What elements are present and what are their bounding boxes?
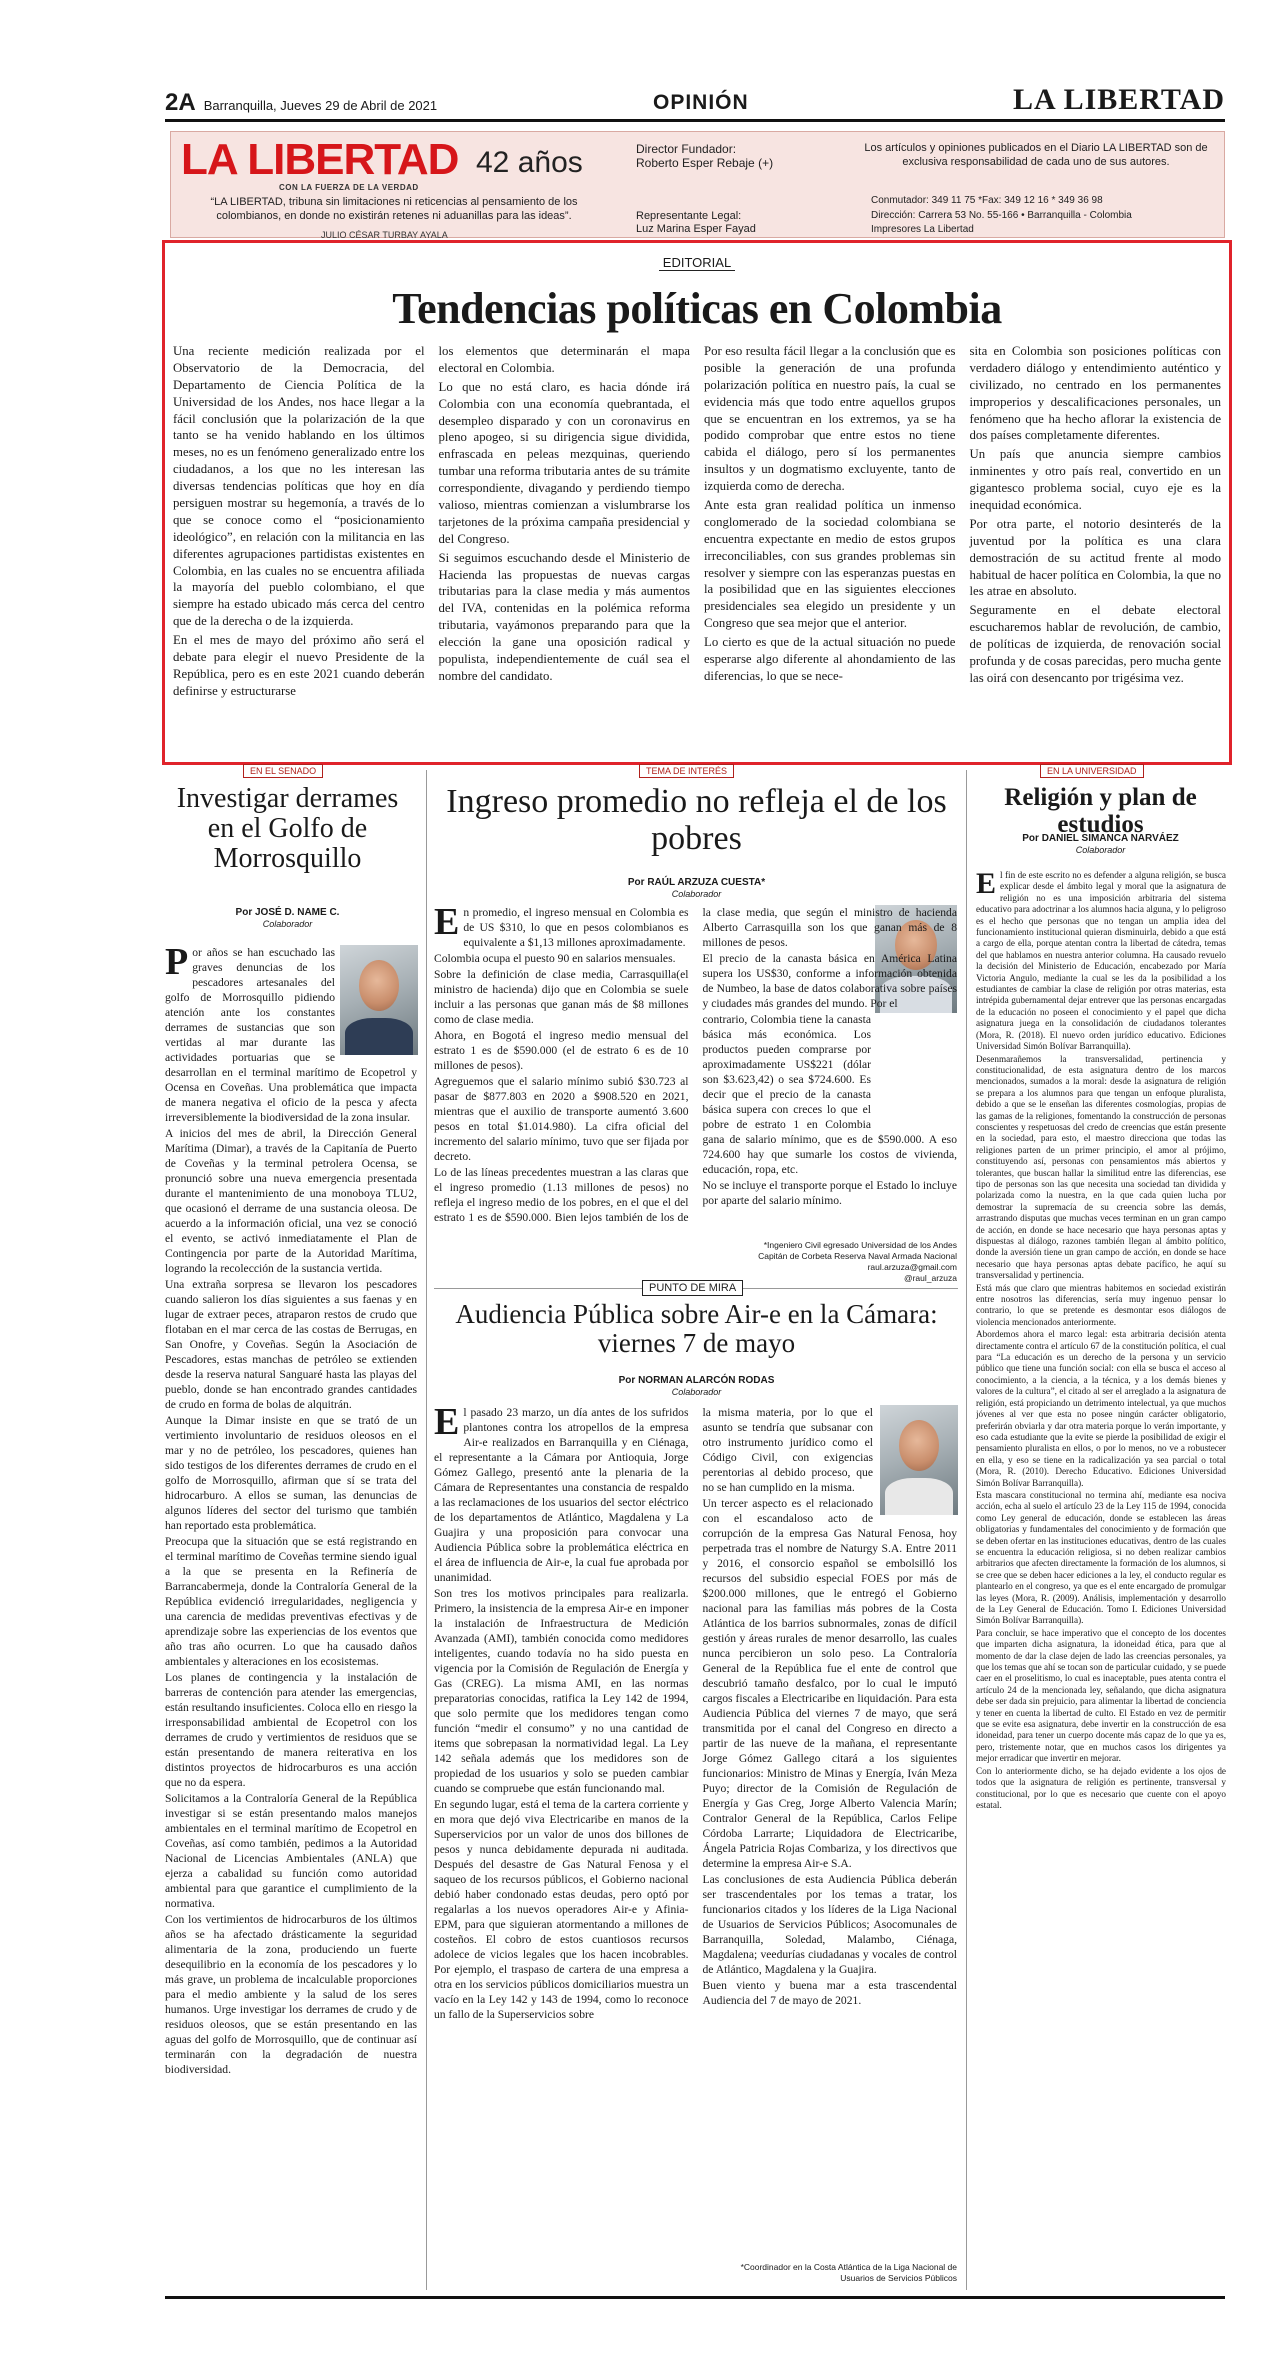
- drop-cap: P: [165, 945, 189, 983]
- paragraph: El pasado 23 marzo, un día antes de los sufridos plantones contra los atropellos de la empresa Air-e realizados en Barranquilla y en Ciénaga, el representante a la Cámara por Antioquia, Jorge Gómez Gallego, presentó ante la plenaria de la Cámara de Representantes una constancia de respaldo a las reclamaciones de los usuarios del sector eléctrico de los departamentos de Atlántico, Magdalena y La Guajira y una proposición para convocar una Audiencia Pública sobre la problemática eléctrica en el área de influencia de Air-e, la cual fue aprobada por unanimidad.: [434, 1405, 689, 1584]
- article-body: [165, 945, 417, 2290]
- paragraph: Esta mascara constitucional no termina ahí, mediante esa nociva acción, echa al suelo el artículo 23 de la Ley 115 de 1994, conocida como Ley general de educación, donde se establecen las áreas obligatorias y fundamentales del conocimiento y de formación que se deben ofertar en las instituciones educativas, dentro de las cuales se encuentra la educación religiosa, si no deben realizar cambios arbitrarios que afecten directamente la formación de los alumnos, si se cree que se deben hacer ediciones a la ley, el conducto regular es plantearlo en el congreso, ya que es el ente encargado de promulgar las leyes (Mora, R. (2009). Análisis, implementación y desarrollo de la Ley General de Educación. Tomo I. Ediciones Universidad Simón Bolívar Barranquilla).: [976, 1489, 1226, 1626]
- article-body: [434, 905, 957, 1235]
- article-title: Ingreso promedio no refleja el de los pobres: [446, 783, 947, 857]
- paragraph: Por otra parte, el notorio desinterés de la juventud por la política es una clara demostración de su actitud frente al modo habitual de hacer política en Colombia, la que no les atrae en absoluto.: [969, 516, 1221, 599]
- paragraph: No se incluye el transporte porque el Estado lo incluye por aparte del salario mínimo.: [702, 1179, 957, 1207]
- paragraph: los elementos que determinarán el mapa electoral en Colombia.: [438, 344, 690, 375]
- author-role: Colaborador: [1075, 845, 1126, 855]
- article-title: Audiencia Pública sobre Air-e en la Cámara: viernes 7 de mayo: [455, 1299, 938, 1359]
- author-role: Colaborador: [262, 919, 313, 929]
- drop-cap: E: [434, 1405, 460, 1443]
- motto-quote: “LA LIBERTAD, tribuna sin limitaciones ni reticencias al pensamiento de los colombianos, en donde no existirán retenes ni aduanillas para las ideas”.: [210, 196, 578, 222]
- article-byline: [974, 833, 1227, 857]
- logo-tagline: CON LA FUERZA DE LA VERDAD: [279, 183, 419, 192]
- paragraph: Un tercer aspecto es el relacionado con el escandaloso acto de corrupción de la empresa Gas Natural Fenosa, hoy perpetrada tras el nombre de Naturgy S.A. Entre 2011 y 2016, el consorcio español se embolsilló los recursos del subsidio especial FOES por más de $200.000 millones, que le entregó el Gobierno nacional para las familias más pobres de la Costa Atlántica de los barrios subnormales, zonas de difícil gestión y áreas rurales de menor desarrollo, las cuales nunca percibieron un solo peso. La Contraloría General de la República fue el ente de control que descubrió tamaño desfalco, por lo cual le imputó cargos fiscales a Electricaribe en liquidación. Para esta Audiencia Pública del viernes 7 de mayo, que será transmitida por el canal del Congreso en directo a partir de las nueve de la mañana, el representante Jorge Gómez Gallego citará a los siguientes funcionarios: Ministro de Minas y Energía, Iván Meza Puyo; director de la Comisión de Regulación de Energía y Gas Creg, Jorge Alberto Valencia Marín; Contralor General de la República, Carlos Felipe Córdoba Larrarte; Liquidadora de Electricaribe, Ángela Patricia Rojas Combariza, y los directivos que determine la empresa Air-e S.A.: [702, 1497, 957, 1870]
- paragraph: Lo que no está claro, es hacia dónde irá Colombia con una economía quebrantada, el desempleo disparado y con un coronavirus en pleno apogeo, si su dirigencia sigue dividida, enfrascada en peleas mezquinas, queriendo tumbar una reforma tributaria antes de su trámite correspondiente, divagando y perdiendo tiempo valioso, mientras comienzan a vislumbrarse los tarjetones de la próxima campaña presidencial y del Congreso.: [438, 379, 690, 546]
- paragraph: El precio de la canasta básica en América Latina supera los US$30, conforme a información obtenida de Numbeo, la base de datos colaborativa sobre países y ciudades más grandes del mundo. Por el: [702, 952, 957, 1010]
- newspaper-logo: LA LIBERTAD: [181, 135, 459, 184]
- column-divider: [426, 770, 427, 2290]
- paragraph: Ante esta gran realidad política un inmenso conglomerado de la sociedad colombiana se encuentra expectante en medio de estos grupos irreconciliables, con sus grandes problemas sin resolver y siempre con las esperanzas puestas en la posibilidad que en las siguientes elecciones presidenciales sea elegido un presidente y un Congreso que sea mejor que el anterior.: [704, 498, 956, 631]
- section-tag: TEMA DE INTERÉS: [639, 764, 734, 778]
- article-body: [976, 870, 1226, 2290]
- paragraph: Una reciente medición realizada por el Observatorio de la Democracia, del Departamento de Ciencia Política de la Universidad de los Andes, nos hace llegar a la fácil conclusión que la polarización de la que tanto se ha venido hablando en los últimos meses, no es un fenómeno generalizado entre los ciudadanos, a los que no les interesan las diversas tendencias políticas que hoy en día persiguen mostrar su hegemonía, a través de lo que se conoce como el “posicionamiento ideológico”, en relación con la militancia en las diferentes agrupaciones partidistas existentes en Colombia, en las cuales no se encuentra afiliada la mayoría del pueblo colombiano, el que siempre ha estado ubicado más cerca del centro que de la derecha o de la izquierda.: [173, 344, 425, 629]
- founder-name: Roberto Esper Rebaje (+): [636, 156, 774, 170]
- section-tag: EN LA UNIVERSIDAD: [1040, 764, 1144, 778]
- paragraph: Sobre la definición de clase media, Carrasquilla(el ministro de hacienda) dijo que en Colombia se suele incluir a las personas que ganan más de $8 millones como de clase media.: [434, 968, 689, 1026]
- column-divider: [966, 770, 967, 2290]
- paragraph: Colombia ocupa el puesto 90 en salarios mensuales.: [434, 952, 676, 965]
- paragraph: Solicitamos a la Contraloría General de la República investigar si se están presentando malos manejos ambientales en el terminal marítimo de Ecopetrol en Coveñas, así como también, pedimos a la Autoridad Nacional de Licencias Ambientales (ANLA) que ejerza a cabalidad su función como autoridad ambiental para que garantice el cumplimiento de la normativa.: [165, 1792, 417, 1910]
- section-tag: EN EL SENADO: [243, 764, 323, 778]
- paragraph: Seguramente en el debate electoral escucharemos hablar de revolución, de cambio, de políticas de izquierda, de renovación social profunda y de cosas parecidas, pero mucha gente las oirá con desencanto por trigésima vez.: [969, 603, 1221, 685]
- drop-cap: E: [434, 905, 460, 943]
- paragraph: Ahora, en Bogotá el ingreso medio mensual del estrato 1 es de $590.000 (el de estrato 6 es de 10 millones de pesos).: [434, 1029, 689, 1072]
- author-name: Por NORMAN ALARCÓN RODAS: [618, 1375, 775, 1386]
- paragraph: Buen viento y buena mar a esta trascendental Audiencia del 7 de mayo de 2021.: [702, 1979, 957, 2007]
- footnote-line: Usuarios de Servicios Públicos: [840, 2273, 957, 2284]
- paragraph: Si seguimos escuchando desde el Ministerio de Hacienda las propuestas de nuevas cargas tributarias para la clase media y más aumentos del IVA, contenidas en la polémica reforma tributaria, vayámonos preparando para que la elección la gane una oposición radical y populista, independientemente de cuál sea el nombre del candidato.: [438, 550, 690, 683]
- staff-box: [170, 131, 1225, 238]
- motto-signature: JULIO CÉSAR TURBAY AYALA: [321, 230, 448, 240]
- author-footnote: [660, 2262, 957, 2284]
- article-byline: [434, 877, 959, 901]
- paragraph: Aunque la Dimar insiste en que se trató de un vertimiento involuntario de residuos oleosos en el mar y no de petróleo, los pescadores, quienes han sido testigos de los diferentes derrames de crudo en el golfo de Morrosquillo, afirman que sí se trata del hidrocarburo. A ellos se suman, las denuncias de algunos líderes del sector del turismo que también han reportado esta problemática.: [165, 1414, 417, 1532]
- author-name: Por DANIEL SIMANCA NARVÁEZ: [1022, 833, 1179, 844]
- paragraph: sita en Colombia son posiciones políticas con verdadero diálogo y entendimiento auténtico y civilizado, no centrado en los permanentes improperios y descalificaciones personales, un fenómeno que ha hecho aflorar la existencia de dos países completamente diferentes.: [969, 344, 1221, 443]
- paragraph: Por eso resulta fácil llegar a la conclusión que es posible la generación de una profunda polarización política en nuestro país, la cual se evidencia más que todo entre aquellos grupos que se encuentran en los extremos, ya se ha podido comprobar que entre estos no tiene cabida el diálogo, pero sí los permanentes insultos y un dogmatismo excluyente, tanto de izquierda como de derecha.: [704, 344, 956, 494]
- article-byline: [434, 1375, 959, 1399]
- author-handle: @raul_arzuza: [903, 1273, 957, 1284]
- paragraph: Un país que anuncia siempre cambios inminentes y otro país real, convertido en un gigantesco problema social, cuyo eje es la inequidad económica.: [969, 447, 1221, 513]
- paragraph: Una extraña sorpresa se llevaron los pescadores cuando salieron los días siguientes a sus faenas y en lugar de extraer peces, atraparon restos de crudo que flotaban en el mar cerca de las costas de Berrugas, en San Onofre, y Coveñas. Según la Asociación de Pescadores, estas manchas de petróleo se extienden desde la reserva natural Sanguaré hasta las playas del pueblo, donde se han encontrado grandes cantidades de crudo en forma de bolas de alquitrán.: [165, 1278, 417, 1411]
- author-email: raul.arzuza@gmail.com: [867, 1262, 957, 1273]
- paragraph: Lo de las líneas precedentes muestran a las claras que el ingreso promedio (1.13 millones de pesos) no refleja el ingreso medio de los pobres, en el que el del estrato 1 es de $590.000. Bien lejos también de los de la clase media, que según el ministro de hacienda Alberto Carrasquilla son los que ganan más de 8 millones de pesos.: [434, 906, 957, 1224]
- paragraph: Preocupa que la situación que se está registrando en el terminal marítimo de Coveñas termine siendo igual a la que se presenta en la Refinería de Barrancabermeja, donde la Contraloría General de la República evidenció irregularidades, negligencia y una carencia de medidas preventivas efectivas y de aprendizaje sobre las experiencias de los eventos que año tras año ocurren. Lo que ha causado daños ambientales y alteraciones en los ecosistemas.: [165, 1535, 417, 1668]
- newspaper-name: LA LIBERTAD: [1013, 83, 1225, 116]
- editorial-column: [439, 343, 691, 702]
- section-title: OPINIÓN: [653, 91, 749, 114]
- editorial-title: Tendencias políticas en Colombia: [392, 284, 1002, 333]
- article-title: Investigar derrames en el Golfo de Morrosquillo: [176, 783, 399, 875]
- legal-rep-label: Representante Legal:: [636, 210, 742, 222]
- paragraph: la misma materia, por lo que el asunto se tendría que subsanar con otro instrumento jurídico como el Código Civil, con exigencias perentorias al debido proceso, que no se han cumplido en la misma.: [702, 1406, 873, 1494]
- author-role: Colaborador: [671, 1387, 722, 1397]
- article-title: Religión y plan de estudios: [1004, 784, 1197, 838]
- author-name: Por JOSÉ D. NAME C.: [235, 907, 340, 918]
- page-number: 2A: [165, 89, 196, 116]
- paragraph: En el mes de mayo del próximo año será el debate para elegir el nuevo Presidente de la República, pero es en este 2021 cuando deberán definirse y estructurarse: [173, 633, 425, 698]
- paragraph: Está más que claro que mientras habitemos en sociedad existirán entre nosotros las diferencias, sería muy ingenuo pensar lo contrario, lo que se pretende es desmontar esos diálogos de violencia mencionados anteriormente.: [976, 1282, 1226, 1327]
- paragraph: Agreguemos que el salario mínimo subió $30.723 al pasar de $877.803 en 2020 a $908.520 en 2021, mientras que el auxilio de transporte aumentó 3.600 pesos en total $1.014.980). La cifra oficial del incremento del salario mínimo, tuvo que ser fijada por decreto.: [434, 1075, 689, 1163]
- article-body: [434, 1405, 957, 2250]
- contact-info: [871, 194, 1132, 238]
- footnote-line: Capitán de Corbeta Reserva Naval Armada Nacional: [758, 1251, 957, 1262]
- paragraph: contrario, Colombia tiene la canasta básica más económica. Los productos pueden comprarse por aproximadamente US$221 (dólar son $3.623,42) o sea $724.600. Es decir que el precio de la canasta básica supera con creces lo que el pobre de estrato 1 en Colombia gana de salario mínimo, que es de $590.000. A eso 724.600 hay que sumarle los costos de vivienda, educación, ropa, etc.: [702, 1013, 957, 1176]
- paragraph: Lo cierto es que de la actual situación no puede esperarse algo diferente al ahondamiento de las diferencias, lo que se nece-: [704, 635, 956, 683]
- paragraph: A inicios del mes de abril, la Dirección General Marítima (Dimar), a través de la Capitanía de Puerto de Coveñas y la terminal petrolera Ocensa, se pronunció sobre una nueva emergencia presentada durante el mantenimiento de una monoboya TLU2, que ocasionó el derrame de una sustancia oleosa. De acuerdo a la información oficial, una vez se conoció el evento, se activó inmediatamente el Plan de Contingencia por parte de la Autoridad Marítima, logrando la recolección de la sustancia vertida.: [165, 1127, 417, 1275]
- paragraph: Son tres los motivos principales para realizarla. Primero, la insistencia de la empresa Air-e en imponer la instalación de Infraestructura de Medición Avanzada (AMI), también conocida como medidores inteligentes, cuando todavía no ha sido puesta en vigencia por la Comisión de Regulación de Energía y Gas (CREG). La misma AMI, en las normas preparatorias conocidas, ratifica la Ley 142 de 1994, que solo permite que los medidores tengan como función “medir el consumo” y no una cantidad de items que sobrepasan la normatividad legal. La Ley 142 señala además que los medidores son de propiedad de los usuarios y solo se pueden cambiar cuando se compruebe que están funcionando mal.: [434, 1587, 689, 1795]
- paragraph: Con lo anteriormente dicho, se ha dejado evidente a los ojos de todos que la asignatura de religión es pertinente, transversal y constitucional, por lo que es necesario que cuente con el apoyo estatal.: [976, 1765, 1226, 1810]
- footnote-line: *Ingeniero Civil egresado Universidad de los Andes: [763, 1240, 957, 1250]
- paragraph: En promedio, el ingreso mensual en Colombia es de US $310, lo que en pesos colombianos es equivalente a $1,13 millones aproximadamente.: [434, 905, 689, 949]
- paragraph: Con los vertimientos de hidrocarburos de los últimos años se ha afectado drásticamente la seguridad alimentaria de la zona, produciendo un fuerte desequilibrio en la economía de los pescadores y lo más grave, un problema de incalculable proporciones para el medio ambiente y la salud de los seres humanos. Urge investigar los derrames de crudo y de residuos oleosos, que se están presentando en las aguas del golfo de Morrosquillo, que de continuar así terminarán con la degradación de nuestra biodiversidad.: [165, 1913, 417, 2076]
- paragraph: Desenmarañemos la transversalidad, pertinencia y constitucionalidad, de esta asignatura dentro de los marcos mencionados, sumados a la moral: desde la asignatura de religión se prepara a los alumnos para que tengan un enfoque pluralista, debido a que se le enseñan las diferentes cosmologías, propias de las gamas de la religiones, fomentando la construcción de personas conscientes y respetuosas del credo de creencias que están presente en la sociedad, para esto, el maestro direcciona que todas las religiones parten de un primer principio, el amor al prójimo, constituyendo así, personas con pensamientos más abiertos y tolerantes, que buscan hallar la similitud entre las diferencias, ese tipo de personas son las que necesita una sociedad tan dividida y polarizada como la nuestra, en la que cada quien lucha por demostrar la supremacía de su creencia sobre las demás, arrastrando disputas que muchas veces terminan en un gran campo de acción, en donde se hace necesario que haya personas aptas y dispuestas al diálogo, razones también llegan al ámbito político, donde la aversión tiene un gran campo de acción, en donde se hace necesario que haya personas aptas debate pacífico, he aquí su transversalidad y pertinencia.: [976, 1053, 1226, 1281]
- drop-cap: E: [976, 870, 997, 900]
- paragraph: Las conclusiones de esta Audiencia Pública deberán ser trascendentales por los temas a tratar, los funcionarios citados y los líderes de la Liga Nacional de Usuarios de Servicios Públicos; Asocomunales de Barranquilla, Soledad, Malambo, Ciénaga, Magdalena; veedurías ciudadanas y vocales de control de Atlántico, Magdalena y la Guajira.: [702, 1873, 957, 1976]
- author-role: Colaborador: [671, 889, 722, 899]
- paragraph: El fin de este escrito no es defender a alguna religión, se busca explicar desde el ámbito legal y moral que la asignatura de religión no es una imposición arbitraria del sistema educativo para adoctrinar a los alumnos hacia alguna, y lo peligroso es el hecho que personas que no tengan un amplia idea del funcionamiento institucional quieran disminuirla, debido a que está a cargo de ella, porque atentan contra la libertad de cátedra, temas del que hablamos en nuestra anterior columna. Ha causado revuelo la decisión del Ministerio de Educación, encabezado por María Victoria Angulo, mediante la cual se les da la posibilidad a los estudiantes de cambiar la clase de religión por otras materias, esta intrépida gubernamental dejar entrever que las personas encargadas de la educación no poseen el conocimiento y el papel que dicha asignatura juega en la consolidación de ciudadanos tolerantes (Mora, R. (2018). El nuevo orden jurídico educativo. Ediciones Universidad Simón Bolívar Barranquilla).: [976, 870, 1226, 1052]
- paragraph: En segundo lugar, está el tema de la cartera corriente y en mora que dejó viva Electricaribe en manos de la Superservicios por un valor de unos dos billones de pesos y nunca debidamente depurada ni auditada. Después del desastre de Gas Natural Fenosa y el saqueo de los recursos públicos, el Gobierno nacional debió haber condonado estas deudas, pero optó por regalarlas a los nuevos operadores Air-e y Afinia-EPM, para que siguieran atormentando a millones de costeños. El cobro de estos cuantiosos recursos adolece de vicios legales que los hacen incobrables. Por ejemplo, el traspaso de cartera de una empresa a otra en los servicios públicos domiciliarios muestra un vacío en la Ley 142 y 143 de 1994, como lo reconoce un fallo de la Superservicios sobre: [434, 1798, 689, 2021]
- footnote-line: *Coordinador en la Costa Atlántica de la Liga Nacional de: [740, 2262, 957, 2272]
- paragraph: Abordemos ahora el marco legal: esta arbitraria decisión atenta directamente contra el artículo 67 de la constitución política, el cual para “La educación es un derecho de la persona y un servicio público que tiene una función social: con ella se busca el acceso al conocimiento, a la ciencia, a la técnica, y a los demás bienes y valores de la cultura”, el citado al ser el arreglado a la asignatura de religión, está propiciando un detrimento intelectual, ya que muchos jóvenes al ver que esta no posee ningún carácter obligatorio, preferirán obviarla y dar otra materia porque lo verán importante, y eso cada estudiante que la evite se pierde la posibilidad de exigir el pensamiento pluralista en ellos, o por lo menos, no ve a robustecer en ella, y eso se tiene en la radicalización ya sea parcial o total (Mora, R. (2010). Derecho Educativo. Ediciones Universidad Simón Bolívar Barranquilla).: [976, 1329, 1226, 1488]
- founder-label: Director Fundador:: [636, 142, 737, 156]
- anniversary-label: 42 años: [476, 146, 583, 179]
- paragraph: Para concluir, se hace imperativo que el concepto de los docentes que imparten dicha asignatura, la idoneidad ética, para que al momento de dar la clase dejen de lado las creencias personales, ya que los temas que ahí se tocan son de particular cuidado, y se puede caer en el proselitismo, lo cual es inaceptable, pues atenta contra el artículo 24 de la mencionada ley, señalando, que dicha asignatura debe ser dada sin prejuicio, para alimentar la libertad de conciencia y tener en cuenta la libertad de culto. El Estado en vez de permitir que se evite esa asignatura, debe invertir en la construcción de esa idoneidad, para tener un cuerpo docente más capaz de lo que ya es, pero, tristemente notar, que en muchos casos los dirigentes ya mejor erradicar que invertir en mejorar.: [976, 1627, 1226, 1764]
- editorial-kicker: EDITORIAL: [165, 255, 1229, 270]
- author-name: Por RAÚL ARZUZA CUESTA*: [627, 877, 766, 888]
- article-byline: [165, 907, 410, 931]
- edition-date: Barranquilla, Jueves 29 de Abril de 2021: [203, 98, 438, 113]
- author-footnote: [700, 1240, 957, 1284]
- editorial-column: [970, 343, 1222, 702]
- section-tag: PUNTO DE MIRA: [642, 1280, 743, 1296]
- bottom-rule: [165, 2296, 1225, 2299]
- masthead: [165, 82, 1225, 122]
- editorial-column: [704, 343, 956, 702]
- legal-rep-name: Luz Marina Esper Fayad: [636, 223, 756, 235]
- disclaimer: Los artículos y opiniones publicados en el Diario LA LIBERTAD son de exclusiva responsabilidad de cada uno de sus autores.: [864, 142, 1208, 168]
- paragraph: Por años se han escuchado las graves denuncias de los pescadores artesanales del golfo de Morrosquillo pidiendo atención ante los constantes derrames de sustancias que son vertidas al mar durante las actividades portuarias que se desarrollan en el terminal marítimo de Ecopetrol y Ocensa en Coveñas. Una problemática que impacta de manera negativa el oficio de la pesca y afecta irreversiblemente la biodiversidad de la zona insular.: [165, 945, 417, 1124]
- contact-phones: Conmutador: 349 11 75 *Fax: 349 12 16 * 349 36 98: [871, 195, 1103, 206]
- paragraph: Los planes de contingencia y la instalación de barreras de contención para atender las emergencias, están resultando insuficientes. Coloca ello en riesgo la irresponsabilidad ambiental de Ecopetrol con los derrames de crudo y vertimientos de residuos que se están presentando de manera reiterativa en los distintos proyectos de hidrocarburos es una acción que no da espera.: [165, 1671, 417, 1789]
- editorial-columns: [173, 343, 1221, 702]
- contact-printer: Impresores La Libertad: [871, 224, 974, 235]
- editorial-column: [173, 343, 425, 702]
- contact-address: Dirección: Carrera 53 No. 55-166 • Barranquilla - Colombia: [871, 209, 1132, 221]
- editorial-section: [162, 240, 1232, 765]
